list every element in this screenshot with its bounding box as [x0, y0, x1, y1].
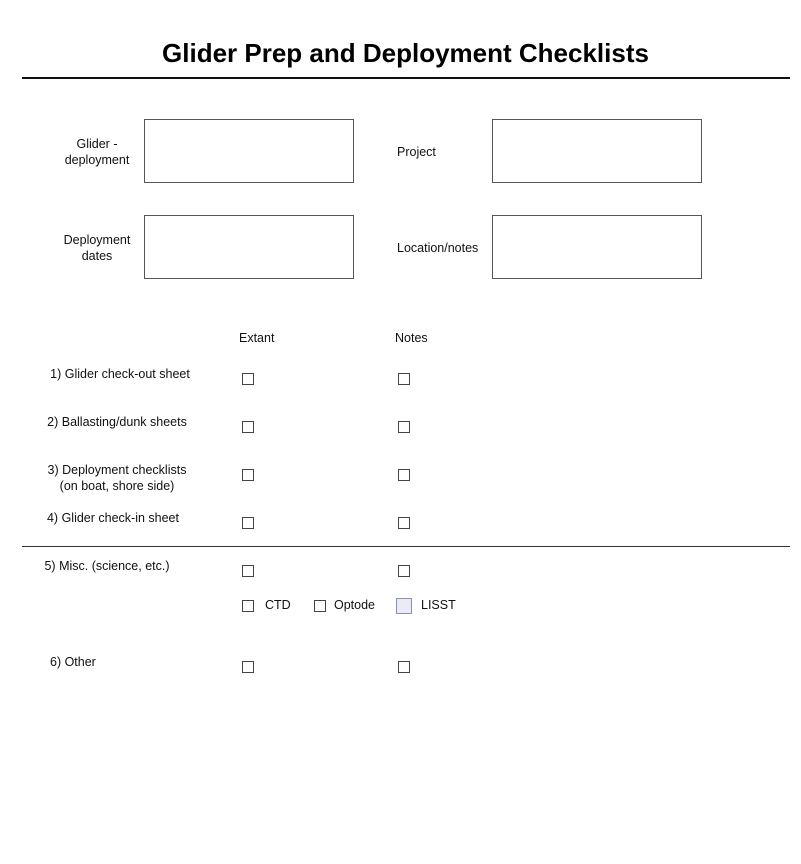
deployment-dates-label: Deployment dates — [63, 233, 131, 263]
row-label-other: 6) Other — [50, 655, 96, 669]
ctd-checkbox[interactable] — [242, 600, 254, 612]
title-divider — [22, 77, 790, 79]
notes-column-header: Notes — [395, 331, 428, 345]
project-field[interactable] — [492, 119, 702, 183]
location-notes-field[interactable] — [492, 215, 702, 279]
deployment-dates-field[interactable] — [144, 215, 354, 279]
extant-checkbox-row-2[interactable] — [242, 421, 254, 433]
extant-checkbox-row-6[interactable] — [242, 661, 254, 673]
notes-checkbox-row-6[interactable] — [398, 661, 410, 673]
notes-checkbox-row-2[interactable] — [398, 421, 410, 433]
row-label-deployment-checklists: 3) Deployment checklists (on boat, shore side) — [47, 463, 187, 493]
notes-checkbox-row-1[interactable] — [398, 373, 410, 385]
extant-column-header: Extant — [239, 331, 275, 345]
optode-label: Optode — [334, 598, 376, 612]
optode-checkbox[interactable] — [314, 600, 326, 612]
extant-checkbox-row-1[interactable] — [242, 373, 254, 385]
notes-checkbox-row-4[interactable] — [398, 517, 410, 529]
notes-checkbox-row-3[interactable] — [398, 469, 410, 481]
glider-deployment-label: Glider - deployment — [64, 137, 130, 167]
glider-deployment-field[interactable] — [144, 119, 354, 183]
notes-checkbox-row-5[interactable] — [398, 565, 410, 577]
lisst-label: LISST — [421, 598, 456, 612]
row-label-glider-check-out: 1) Glider check-out sheet — [50, 367, 190, 381]
ctd-label: CTD — [265, 598, 291, 612]
location-notes-label: Location/notes — [397, 241, 479, 255]
row-label-misc: 5) Misc. (science, etc.) — [44, 559, 170, 573]
row-label-ballasting: 2) Ballasting/dunk sheets — [47, 415, 187, 429]
project-label: Project — [397, 145, 436, 159]
lisst-checkbox[interactable] — [396, 598, 412, 614]
page-title: Glider Prep and Deployment Checklists — [162, 38, 649, 68]
extant-checkbox-row-5[interactable] — [242, 565, 254, 577]
section-divider — [22, 546, 790, 547]
extant-checkbox-row-4[interactable] — [242, 517, 254, 529]
row-label-glider-check-in: 4) Glider check-in sheet — [46, 511, 179, 525]
extant-checkbox-row-3[interactable] — [242, 469, 254, 481]
